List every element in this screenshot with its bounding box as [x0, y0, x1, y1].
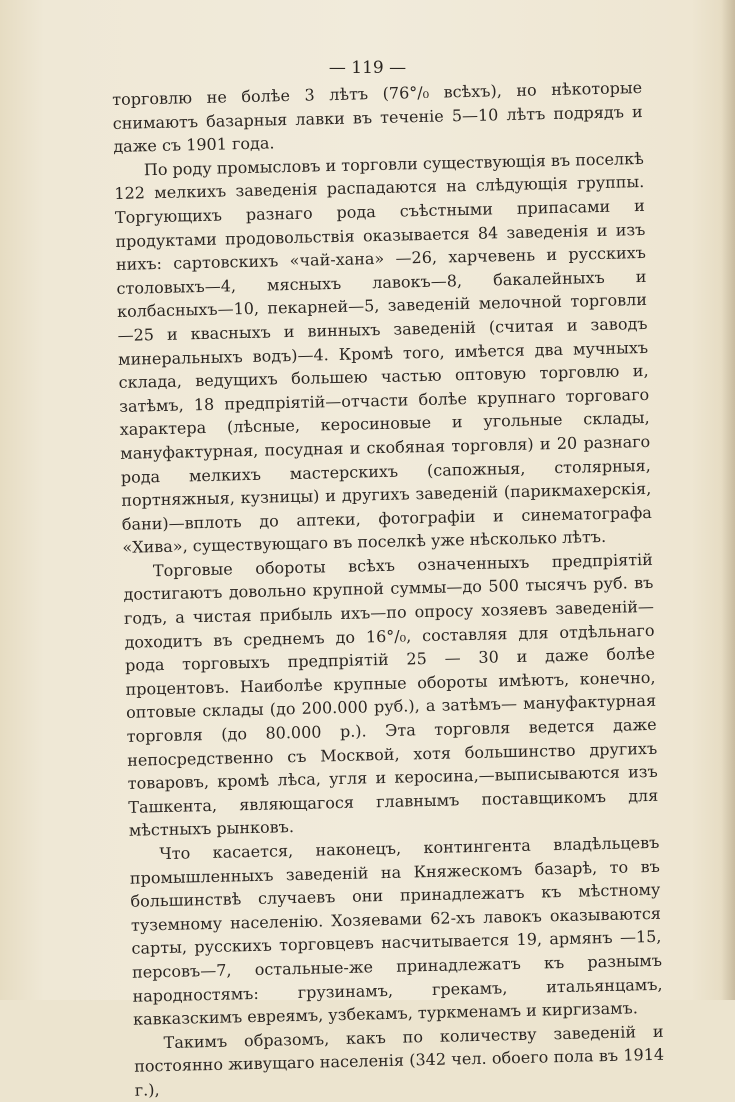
paragraph-continuation: торговлю не болѣе 3 лѣтъ (76°/₀ всѣхъ), но нѣкоторые снимаютъ базарныя лавки въ теченіе 5—10 лѣтъ подрядъ и даже съ 1901 года. — [112, 77, 643, 157]
paragraph-turnover: Торговые обороты всѣхъ означенныхъ предпріятій достигаютъ довольно крупной суммы—до 500 тысячъ руб. въ годъ, а чистая прибыль ихъ—по опросу хозяевъ заведеній—доходитъ въ среднемъ до 16°/₀, составляя для отдѣльнаго рода торговыхъ предпріятій 25 — 30 и даже болѣе процентовъ. Наиболѣе крупные обороты имѣютъ, конечно, оптовые склады (до 200.000 руб.), а затѣмъ— мануфактурная торговля (до 80.000 р.). Эта торговля ведется даже непосредственно съ Москвой, хотя большинство другихъ товаровъ, кромѣ лѣса, угля и керосина,—выписываются изъ Ташкента, являющагося главнымъ поставщикомъ для мѣстныхъ рынковъ. — [123, 549, 659, 841]
page-spine-shadow — [721, 0, 735, 1000]
body-text — [112, 76, 665, 1102]
paragraph-conclusion: Такимъ образомъ, какъ по количеству заведеній и постоянно живущаго населенія (342 чел. обоего пола въ 1914 г.), — [133, 1021, 665, 1100]
paragraph-trade-groups: По роду промысловъ и торговли существующія въ поселкѣ 122 мелкихъ заведенія распадаются на слѣдующія группы. Торгующихъ разнаго рода съѣстными припасами и продуктами продовольствія оказывается 84 заведенія и изъ нихъ: сартовскихъ «чай-хана» —26, харчевень и русскихъ столовыхъ—4, мясныхъ лавокъ—8, бакалейныхъ и колбасныхъ—10, пекарней—5, заведеній мелочной торговли—25 и квасныхъ и винныхъ заведеній (считая и заводъ минеральныхъ водъ)—4. Кромѣ того, имѣется два мучныхъ склада, ведущихъ большею частью оптовую торговлю и, затѣмъ, 18 предпріятій—отчасти болѣе крупнаго торговаго характера (лѣсные, керосиновые и угольные склады, мануфактурная, посудная и скобяная торговля) и 20 разнаго рода мелкихъ мастерскихъ (сапожныя, столярныя, портняжныя, кузницы) и другихъ заведеній (парикмахерскія, бани)—вплоть до аптеки, фотографіи и синематографа «Хива», существующаго въ поселкѣ уже нѣсколько лѣтъ. — [114, 148, 652, 558]
paragraph-owners: Что касается, наконецъ, контингента владѣльцевъ промышленныхъ заведеній на Княжескомъ базарѣ, то въ большинствѣ случаевъ они принадлежатъ къ мѣстному туземному населенію. Хозяевами 62-хъ лавокъ оказываются сарты, русскихъ торговцевъ насчитывается 19, армянъ —15, персовъ—7, остальные-же принадлежатъ къ разнымъ народностямъ: грузинамъ, грекамъ, итальянцамъ, кавказскимъ евреямъ, узбекамъ, туркменамъ и киргизамъ. — [129, 832, 663, 1029]
page-number: — 119 — — [328, 58, 407, 78]
